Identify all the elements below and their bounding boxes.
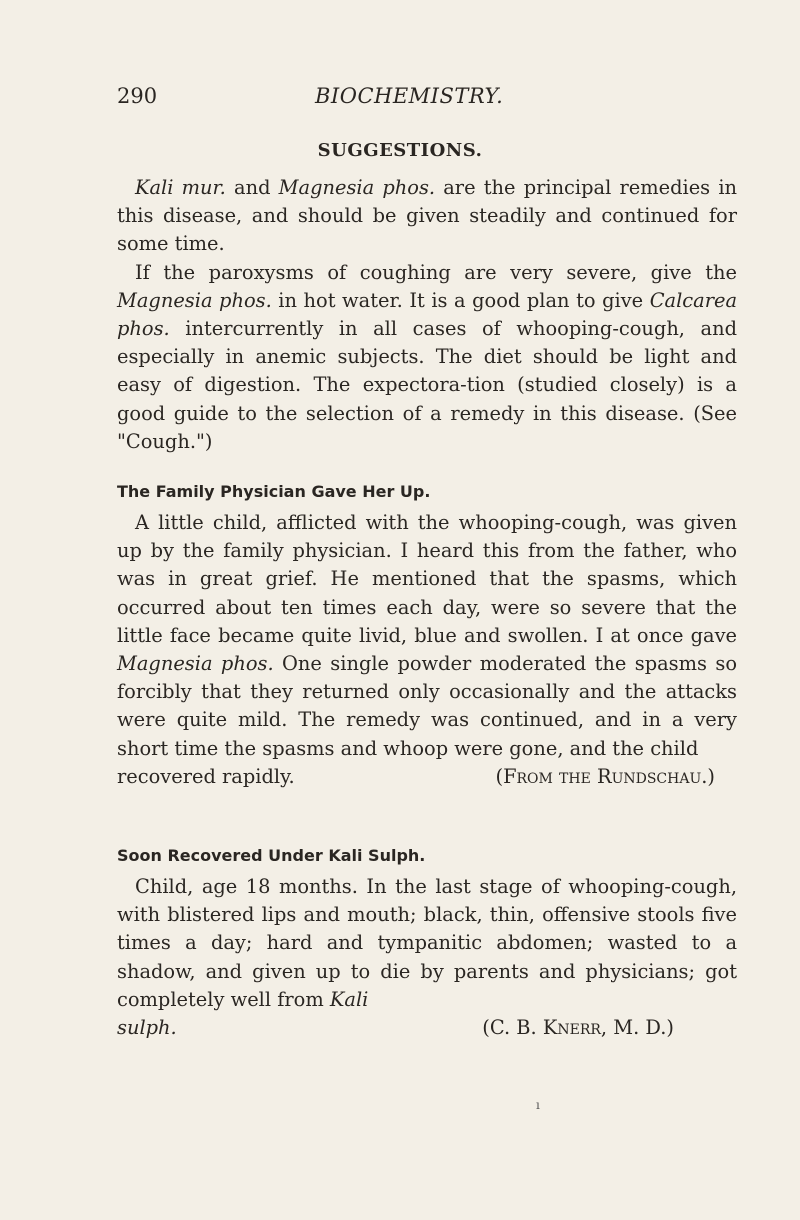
remedy-name: sulph. [117, 1016, 177, 1040]
remedy-name: Kali mur. [135, 176, 226, 199]
citation-line [117, 1014, 737, 1042]
pencil-mark: ı [536, 1098, 540, 1112]
citation-line: recovered rapidly. (From the Rundschau.) [117, 763, 737, 791]
remedy-name: Magnesia phos. [117, 652, 274, 676]
running-title: BIOCHEMISTRY. [315, 84, 504, 108]
citation: (C. B. Knerr, M. D.) [482, 1016, 674, 1040]
case-body-kali-sulph [117, 873, 737, 1042]
remedy-name: Calcarea phos. [117, 288, 738, 341]
suggestions-paragraph-2: If the paroxysms of coughing are very severe, give the Magnesia phos. in hot water. It is a good plan to give Calcarea phos. intercurrently in all cases of whooping-cough, and especially in anemic subjects. The diet should be light and easy of digestion. The expectora-tion (studied closely) is a good guide to the selection of a remedy in this disease. (See "Cough.") [117, 260, 738, 453]
suggestions-paragraph-1: Kali mur. and Magnesia phos. are the principal remedies in this disease, and should be given steadily and continued for some time. [117, 176, 738, 256]
case-heading-family-physician: The Family Physician Gave Her Up. [117, 482, 431, 501]
suggestions-body [117, 174, 737, 456]
case-heading-kali-sulph: Soon Recovered Under Kali Sulph. [117, 846, 426, 865]
remedy-name: Kali [329, 987, 369, 1011]
case-paragraph: A little child, afflicted with the whooping-cough, was given up by the family physician. I heard this from the father, who was in great grief. He mentioned that the spasms, which occurred about ten times each day, were so severe that the little face became quite livid, blue and swollen. I at once gave Magnesia phos. One single powder moderated the spasms so forcibly that they returned only occasionally and the attacks were quite mild. The remedy was continued, and in a very short time the spasms and whoop were gone, and the child [117, 511, 737, 760]
remedy-name: Magnesia phos. [278, 176, 436, 199]
citation: (From the Rundschau.) [495, 764, 715, 788]
page-number: 290 [117, 84, 158, 108]
remedy-name: Magnesia phos. [117, 288, 272, 312]
running-head [117, 84, 737, 114]
suggestions-heading: SUGGESTIONS. [317, 140, 483, 161]
case-body-family-physician [117, 509, 737, 791]
case-paragraph: Child, age 18 months. In the last stage of whooping-cough, with blistered lips and mouth; black, thin, offensive stools five times a day; hard and tympanitic abdomen; wasted to a shadow, and given up to die by parents and physicians; got completely well from Kali [117, 875, 737, 1011]
